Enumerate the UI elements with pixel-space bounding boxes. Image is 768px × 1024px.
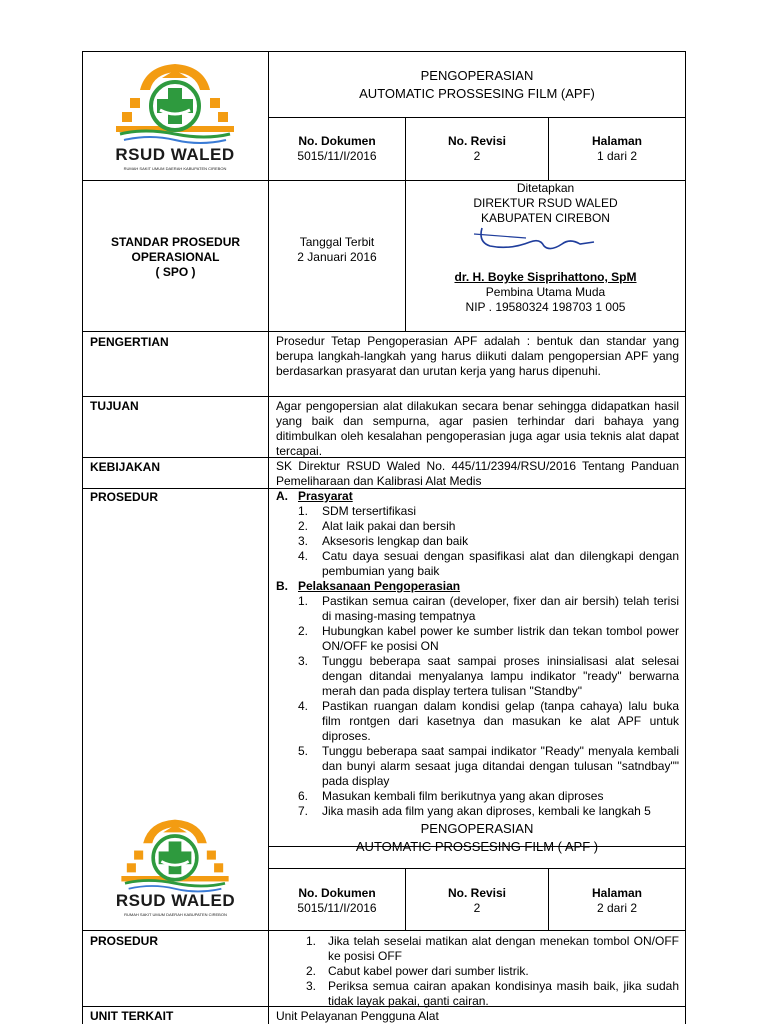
doc-number-label: No. Dokumen [298, 134, 376, 148]
document-title-line1: PENGOPERASIAN [420, 821, 534, 836]
list-item: 1. Jika telah seselai matikan alat dengan menekan tombol ON/OFF ke posisi OFF [306, 934, 679, 963]
list-item: 1. SDM tersertifikasi [298, 504, 417, 518]
list-item: 2. Cabut kabel power dari sumber listrik. [306, 964, 529, 978]
prosedur-list [306, 934, 679, 1009]
pengertian-text: Prosedur Tetap Pengoperasian APF adalah : bentuk dan standar yang berupa langkah-langkah yang harus diikuti dalam pengopersian APF yang berdasarkan prasyarat dan urutan kerja yang harus dipenuhi. [276, 334, 679, 378]
list-item: 5. Tunggu beberapa saat sampai indikator "Ready" menyala kembali dan bunyi alarm sesaat juga ditandai dengan tulusan "satndbay"" pada display [298, 744, 679, 788]
section-a-heading: A. Prasyarat [276, 489, 353, 503]
logo-name: RSUD WALED [115, 891, 236, 910]
list-item: 4. Catu daya sesuai dengan spasifikasi alat dan dilengkapi dengan pembumian yang baik [298, 549, 679, 578]
unit-terkait-label: UNIT TERKAIT [90, 1009, 174, 1023]
director-signature [470, 222, 610, 262]
signer-nip: NIP . 19580324 198703 1 005 [465, 300, 626, 314]
section-b-list [298, 594, 679, 819]
revision-label: No. Revisi [447, 134, 507, 148]
prosedur-label: PROSEDUR [90, 490, 159, 504]
revision-value: 2 [473, 901, 481, 915]
section-a-list [298, 504, 679, 579]
list-item: 2. Hubungkan kabel power ke sumber listrik dan tekan tombol power ON/OFF ke posisi ON [298, 624, 679, 653]
revision-label: No. Revisi [447, 886, 507, 900]
list-item: 6. Masukan kembali film berikutnya yang akan diproses [298, 789, 604, 803]
list-item: 7. Jika masih ada film yang akan diproses, kembali ke langkah 5 [298, 804, 651, 818]
list-item: 3. Periksa semua cairan apakan kondisinya masih baik, jika sudah tidak layak pakai, ganti cairan. [306, 979, 679, 1008]
pengertian-label: PENGERTIAN [90, 335, 169, 349]
prosedur-label: PROSEDUR [90, 934, 159, 948]
page-label: Halaman [591, 134, 643, 148]
page-value: 1 dari 2 [596, 149, 638, 163]
spo-line2: OPERASIONAL [131, 250, 220, 264]
logo-tagline: RUMAH SAKIT UMUM DAERAH KABUPATEN CIREBON [123, 166, 227, 171]
list-item: 1. Pastikan semua cairan (developer, fixer dan air bersih) telah terisi di masing-masing tempatnya [298, 594, 679, 623]
tujuan-text: Agar pengopersian alat dilakukan secara benar sehingga didapatkan hasil yang baik dan sempurna, agar pasien terhindar dari bahaya yang ditimbulkan oleh kesalahan pengoperasian juga agar usia teknis alat dapat tercapai. [276, 399, 679, 458]
hospital-logo-page2 [83, 812, 268, 930]
issue-date-label: Tanggal Terbit [299, 235, 375, 249]
doc-number-value: 5015/11/I/2016 [297, 149, 377, 163]
approval-org-line1: DIREKTUR RSUD WALED [473, 196, 618, 210]
spo-line1: STANDAR PROSEDUR [110, 235, 241, 249]
list-item: 2. Alat laik pakai dan bersih [298, 519, 456, 533]
doc-number-value: 5015/11/I/2016 [297, 901, 377, 915]
page-label: Halaman [591, 886, 643, 900]
approval-title: Ditetapkan [516, 181, 575, 195]
document-title-line2: AUTOMATIC PROSSESING FILM ( APF ) [355, 839, 599, 854]
logo-name: RSUD WALED [115, 145, 235, 164]
kebijakan-text: SK Direktur RSUD Waled No. 445/11/2394/RSU/2016 Tentang Panduan Pemeliharaan dan Kalibrasi Alat Medis [276, 459, 679, 488]
kebijakan-label: KEBIJAKAN [90, 460, 161, 474]
signer-name: dr. H. Boyke Sisprihattono, SpM [454, 270, 637, 284]
list-item: 3. Tunggu beberapa saat sampai proses ininsialisasi alat selesai dengan ditandai menyalanya lampu indikator "ready" berwarna merah dan pada display tertera tulisan "Standby" [298, 654, 679, 698]
unit-terkait-text: Unit Pelayanan Pengguna Alat [276, 1009, 439, 1023]
section-b-heading: B. Pelaksanaan Pengoperasian [276, 579, 461, 593]
doc-number-label: No. Dokumen [298, 886, 376, 900]
list-item: 4. Pastikan ruangan dalam kondisi gelap (tanpa cahaya) lalu buka film rontgen dari kasetnya dan masukan ke alat APF untuk diproses. [298, 699, 679, 743]
approval-org-line2: KABUPATEN CIREBON [481, 211, 610, 225]
document-title-line2: AUTOMATIC PROSSESING FILM (APF) [359, 86, 595, 101]
tujuan-label: TUJUAN [90, 399, 139, 413]
signer-rank: Pembina Utama Muda [485, 285, 606, 299]
page-value: 2 dari 2 [596, 901, 638, 915]
prosedur-content [276, 489, 679, 819]
spo-line3: ( SPO ) [155, 265, 196, 279]
list-item: 3. Aksesoris lengkap dan baik [298, 534, 469, 548]
document-title-line1: PENGOPERASIAN [420, 68, 534, 83]
revision-value: 2 [473, 149, 481, 163]
issue-date-value: 2 Januari 2016 [297, 250, 377, 264]
logo-tagline: RUMAH SAKIT UMUM DAERAH KABUPATEN CIREBON [124, 912, 227, 917]
